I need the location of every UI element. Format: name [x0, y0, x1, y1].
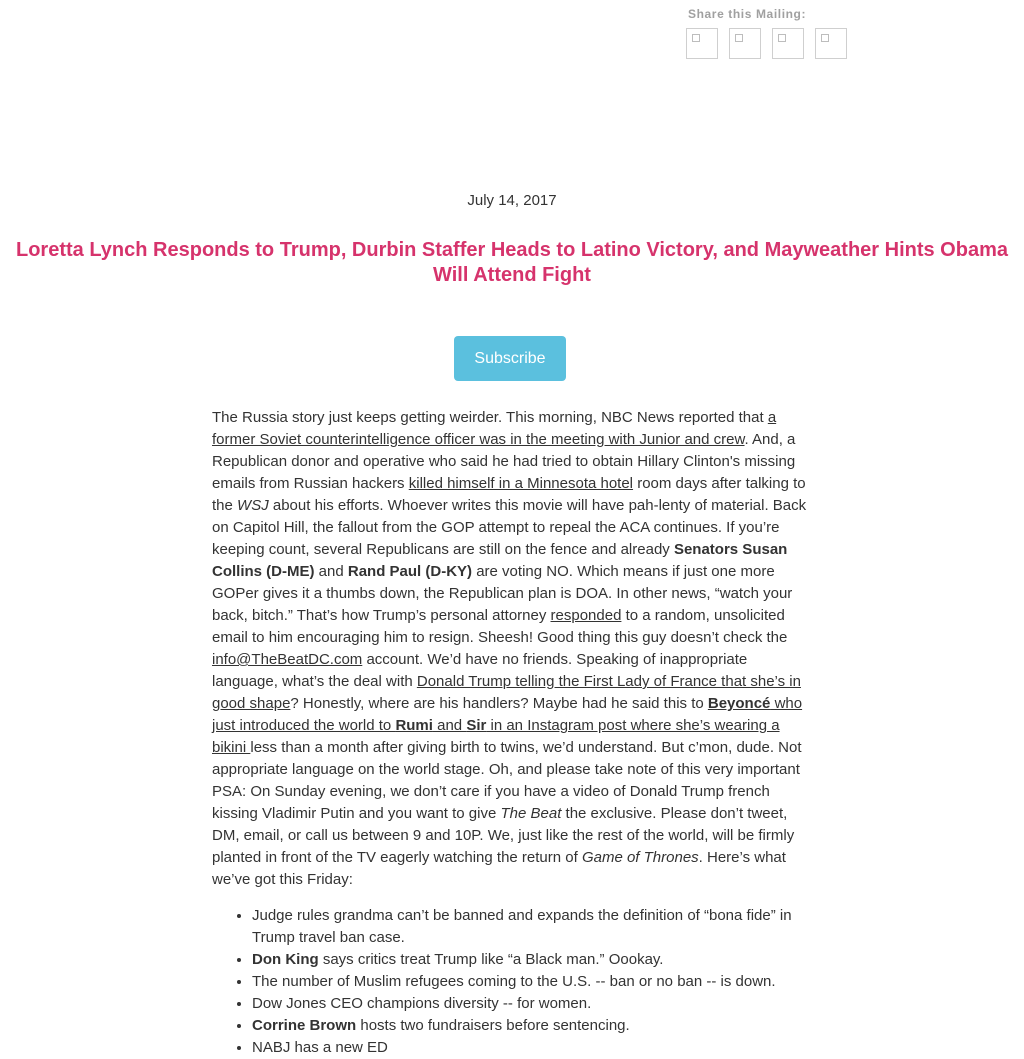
headline: Loretta Lynch Responds to Trump, Durbin Staffer Heads to Latino Victory, and Mayweather Hints Obama Will Attend Fight — [15, 239, 1008, 286]
body-text: The Russia story just keeps getting weirder. This morning, NBC News reported that — [212, 409, 768, 426]
beyonce-bold: Beyoncé — [707, 695, 771, 712]
body-text: to a random, unsolicited email to him encouraging him to resign. Sheesh! Good thing this guy doesn’t check the — [212, 607, 788, 646]
linkedin-icon[interactable] — [772, 28, 804, 59]
facebook-icon[interactable] — [686, 28, 718, 59]
body-text: and — [314, 563, 348, 580]
intro-paragraph — [212, 407, 810, 891]
minnesota-hotel-link[interactable]: killed himself in a Minnesota hotel — [408, 475, 634, 492]
got-italic: Game of Thrones — [581, 849, 699, 866]
list-item-text: Dow Jones CEO champions diversity -- for women. — [252, 995, 592, 1012]
link-text: who just introduced the world to — [212, 695, 803, 734]
body-text: ? Honestly, where are his handlers? Maybe had he said this to — [290, 695, 708, 712]
list-item — [252, 949, 810, 971]
email-icon[interactable] — [815, 28, 847, 59]
list-item-text: hosts two fundraisers before sentencing. — [356, 1017, 630, 1034]
link-text: in an Instagram post where she’s wearing a bikini — [212, 717, 780, 756]
list-item — [252, 1037, 810, 1059]
body-text: less than a month after giving birth to twins, we’d understand. But c’mon, dude. Not appropriate language on the world stage. Oh, and please take note of this very important PSA: On Sunday evening, we don’t care if you have a video of Donald Trump french kissing Vladimir Putin and you want to give — [212, 739, 802, 822]
don-king-bold: Don King — [252, 951, 319, 968]
date: July 14, 2017 — [467, 192, 557, 209]
body-text: account. We’d have no friends. Speaking of inappropriate language, what’s the deal with — [212, 651, 748, 690]
list-item — [252, 1015, 810, 1037]
link-text: and — [432, 717, 467, 734]
twitter-icon[interactable] — [729, 28, 761, 59]
email-link[interactable]: info@TheBeatDC.com — [212, 651, 363, 668]
subscribe-button[interactable]: Subscribe — [454, 336, 566, 381]
body-text: the exclusive. Please don’t tweet, DM, email, or call us between 9 and 10P. We, just like the rest of the world, will be firmly planted in front of the TV eagerly watching the return of — [212, 805, 795, 866]
body-text: room days after talking to the — [212, 475, 806, 514]
collins-bold: Senators Susan Collins (D-ME) — [212, 541, 788, 580]
share-icons — [686, 28, 847, 59]
share-label: Share this Mailing: — [688, 7, 807, 21]
soviet-officer-link[interactable]: a former Soviet counterintelligence officer was in the meeting with Junior and crew — [212, 409, 777, 448]
news-list — [212, 905, 810, 1059]
list-item-text: Judge rules grandma can’t be banned and expands the definition of “bona fide” in Trump travel ban case. — [252, 907, 792, 946]
list-item-text: The number of Muslim refugees coming to the U.S. -- ban or no ban -- is down. — [252, 973, 776, 990]
list-item-text: says critics treat Trump like “a Black man.” Oookay. — [318, 951, 664, 968]
body-text: . Here’s what we’ve got this Friday: — [212, 849, 786, 888]
paul-bold: Rand Paul (D-KY) — [347, 563, 473, 580]
list-item — [252, 971, 810, 993]
body-text: about his efforts. Whoever writes this movie will have pah-lenty of material. Back on Capitol Hill, the fallout from the GOP attempt to repeal the ACA continues. If you’re keeping count, several Republicans are still on the fence and already — [212, 497, 807, 558]
list-item-text: NABJ has a new ED — [252, 1039, 388, 1056]
body-text: . And, a Republican donor and operative who said he had tried to obtain Hillary Clinton's missing emails from Russian hackers — [212, 431, 796, 492]
rumi-bold: Rumi — [395, 717, 433, 734]
article-body — [212, 407, 810, 1059]
body-text: are voting NO. Which means if just one more GOPer gives it a thumbs down, the Republican plan is DOA. In other news, “watch your back, bitch.” That’s how Trump’s personal attorney — [212, 563, 793, 624]
the-beat-italic: The Beat — [500, 805, 562, 822]
first-lady-link[interactable]: Donald Trump telling the First Lady of France that she’s in good shape — [212, 673, 801, 712]
wsj-italic: WSJ — [237, 497, 269, 514]
corrine-brown-bold: Corrine Brown — [252, 1017, 357, 1034]
responded-link[interactable]: responded — [550, 607, 622, 624]
list-item — [252, 993, 810, 1015]
list-item — [252, 905, 810, 949]
sir-bold: Sir — [466, 717, 487, 734]
